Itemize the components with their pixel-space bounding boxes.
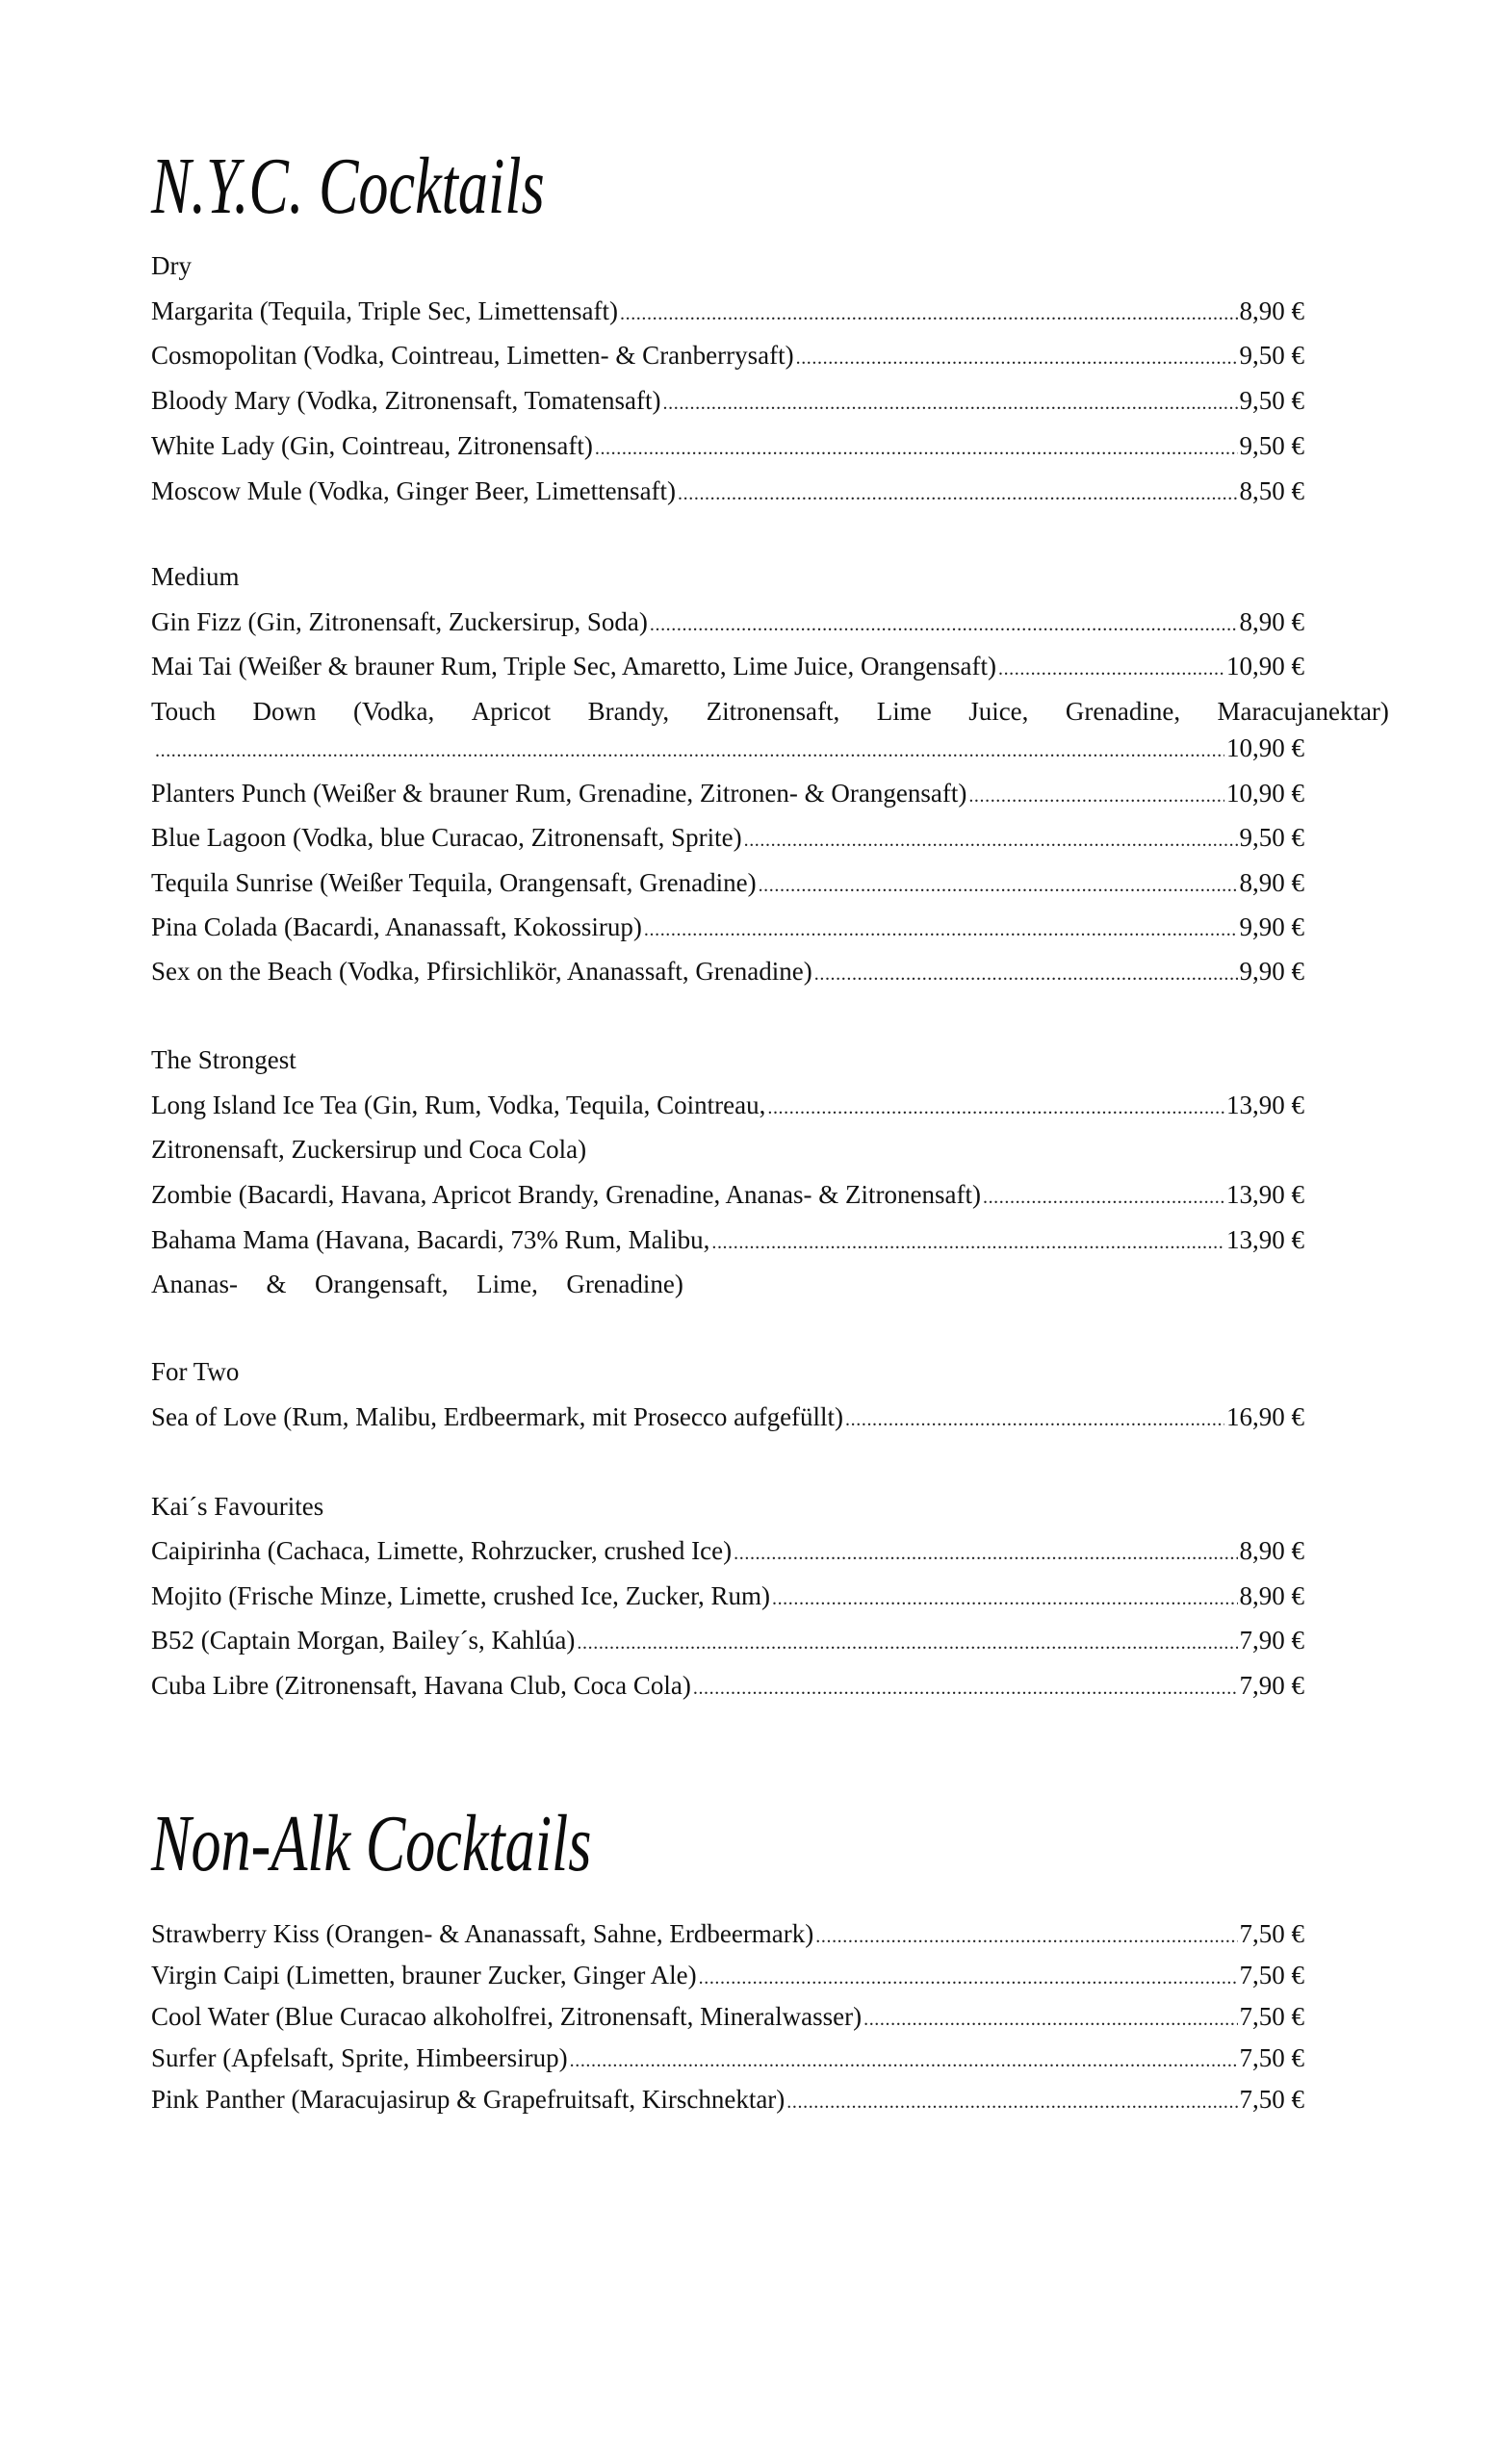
- menu-item-tequila-sunrise: [151, 866, 1304, 899]
- item-price: 10,90 €: [1226, 779, 1304, 808]
- item-price: 13,90 €: [1226, 1091, 1304, 1119]
- category-the-strongest: The Strongest: [151, 1045, 296, 1074]
- dot-leader: [663, 387, 1238, 420]
- item-price: 8,90 €: [1239, 1536, 1304, 1565]
- menu-item-pink-panther: [151, 2083, 1304, 2116]
- item-name: Zombie (Bacardi, Havana, Apricot Brandy, Grenadine, Ananas- & Zitronensaft): [151, 1180, 981, 1209]
- dot-leader: [734, 1537, 1237, 1570]
- dot-leader: [644, 913, 1238, 946]
- item-price: 8,90 €: [1239, 607, 1304, 636]
- item-price: 9,50 €: [1239, 341, 1304, 370]
- menu-item-planters-punch: [151, 777, 1304, 809]
- item-price: 10,90 €: [1226, 733, 1304, 762]
- item-price: 9,50 €: [1239, 386, 1304, 415]
- dot-leader: [998, 653, 1224, 685]
- item-name: Mai Tai (Weißer & brauner Rum, Triple Sec, Amaretto, Lime Juice, Orangensaft): [151, 652, 996, 680]
- item-price: 9,90 €: [1239, 912, 1304, 941]
- menu-item-b52: [151, 1624, 1304, 1656]
- dot-leader: [595, 432, 1238, 465]
- item-price: 7,50 €: [1239, 2043, 1304, 2072]
- item-price: 7,50 €: [1239, 2085, 1304, 2114]
- item-name: Cool Water (Blue Curacao alkoholfrei, Zitronensaft, Mineralwasser): [151, 2002, 863, 2031]
- item-price: 8,90 €: [1239, 1581, 1304, 1610]
- item-name: Gin Fizz (Gin, Zitronensaft, Zuckersirup, Soda): [151, 607, 648, 636]
- item-name: Tequila Sunrise (Weißer Tequila, Orangensaft, Grenadine): [151, 868, 757, 897]
- dot-leader: [863, 2003, 1237, 2036]
- dot-leader: [155, 734, 1224, 767]
- item-name: Planters Punch (Weißer & brauner Rum, Grenadine, Zitronen- & Orangensaft): [151, 779, 967, 808]
- menu-item-touch-down: [151, 695, 1389, 728]
- section-title-non-alk: Non-Alk Cocktails: [151, 1799, 592, 1888]
- item-name: Sea of Love (Rum, Malibu, Erdbeermark, mit Prosecco aufgefüllt): [151, 1402, 844, 1431]
- item-price: 7,50 €: [1239, 1919, 1304, 1948]
- menu-item-sex-on-the-beach: [151, 955, 1304, 988]
- item-price: 13,90 €: [1226, 1225, 1304, 1254]
- item-name: Virgin Caipi (Limetten, brauner Zucker, Ginger Ale): [151, 1961, 697, 1989]
- item-name-word: Zitronensaft,: [706, 697, 840, 726]
- category-medium: Medium: [151, 562, 240, 591]
- menu-item-white-lady: [151, 429, 1304, 462]
- item-name: Sex on the Beach (Vodka, Pfirsichlikör, Ananassaft, Grenadine): [151, 957, 812, 986]
- dot-leader: [693, 1672, 1238, 1705]
- dot-leader: [772, 1582, 1238, 1615]
- item-price: 7,90 €: [1239, 1626, 1304, 1655]
- dot-leader: [767, 1091, 1224, 1124]
- menu-item-zombie: [151, 1178, 1304, 1211]
- menu-item-bahama-mama: [151, 1223, 1304, 1256]
- item-price: 10,90 €: [1226, 652, 1304, 680]
- menu-item-long-island-ice-tea: [151, 1089, 1304, 1121]
- dot-leader: [983, 1181, 1224, 1214]
- item-price: 8,90 €: [1239, 868, 1304, 897]
- item-name: Margarita (Tequila, Triple Sec, Limettensaft): [151, 296, 618, 325]
- dot-leader: [699, 1962, 1238, 1994]
- item-name: Strawberry Kiss (Orangen- & Ananassaft, Sahne, Erdbeermark): [151, 1919, 814, 1948]
- menu-item-mai-tai: [151, 650, 1304, 682]
- dot-leader: [796, 342, 1238, 374]
- item-name-word: Apricot: [471, 697, 552, 726]
- item-name: Pina Colada (Bacardi, Ananassaft, Kokossirup): [151, 912, 642, 941]
- item-continuation: Zitronensaft, Zuckersirup und Coca Cola): [151, 1135, 587, 1164]
- item-name-word: Maracujanektar): [1217, 697, 1389, 726]
- item-name-word: Brandy,: [587, 697, 670, 726]
- item-name: Bahama Mama (Havana, Bacardi, 73% Rum, Malibu,: [151, 1225, 710, 1254]
- menu-item-strawberry-kiss: [151, 1917, 1304, 1950]
- menu-item-bloody-mary: [151, 384, 1304, 417]
- item-name: Surfer (Apfelsaft, Sprite, Himbeersirup): [151, 2043, 568, 2072]
- dot-leader: [744, 824, 1238, 857]
- item-name: White Lady (Gin, Cointreau, Zitronensaft): [151, 431, 593, 460]
- item-price: 9,50 €: [1239, 431, 1304, 460]
- item-name: Pink Panther (Maracujasirup & Grapefruitsaft, Kirschnektar): [151, 2085, 786, 2114]
- menu-item-cuba-libre: [151, 1669, 1304, 1702]
- item-price: 8,50 €: [1239, 476, 1304, 505]
- item-price: 13,90 €: [1226, 1180, 1304, 1209]
- item-name: Mojito (Frische Minze, Limette, crushed Ice, Zucker, Rum): [151, 1581, 770, 1610]
- category-dry: Dry: [151, 251, 192, 280]
- dot-leader: [845, 1403, 1224, 1436]
- menu-item-cool-water: [151, 2000, 1304, 2033]
- menu-item-sea-of-love: [151, 1400, 1304, 1433]
- category-for-two: For Two: [151, 1357, 240, 1386]
- dot-leader: [968, 780, 1224, 812]
- menu-item-cosmopolitan: [151, 339, 1304, 372]
- dot-leader: [786, 2086, 1237, 2118]
- menu-item-mojito: [151, 1579, 1304, 1612]
- item-price: 7,50 €: [1239, 2002, 1304, 2031]
- category-kais-favourites: Kai´s Favourites: [151, 1492, 324, 1521]
- dot-leader: [577, 1627, 1237, 1659]
- item-price: 9,90 €: [1239, 957, 1304, 986]
- item-name: Blue Lagoon (Vodka, blue Curacao, Zitronensaft, Sprite): [151, 823, 742, 852]
- item-name: Long Island Ice Tea (Gin, Rum, Vodka, Tequila, Cointreau,: [151, 1091, 766, 1119]
- dot-leader: [711, 1226, 1224, 1259]
- dot-leader: [678, 477, 1237, 510]
- item-name: Cosmopolitan (Vodka, Cointreau, Limetten- & Cranberrysaft): [151, 341, 794, 370]
- item-name-word: Down: [252, 697, 317, 726]
- dot-leader: [759, 869, 1238, 902]
- item-name: Cuba Libre (Zitronensaft, Havana Club, Coca Cola): [151, 1671, 691, 1700]
- menu-item-moscow-mule: [151, 475, 1304, 507]
- menu-item-surfer: [151, 2041, 1304, 2074]
- dot-leader: [815, 1920, 1237, 1953]
- dot-leader: [650, 608, 1238, 641]
- item-name: B52 (Captain Morgan, Bailey´s, Kahlúa): [151, 1626, 576, 1655]
- item-price: 8,90 €: [1239, 296, 1304, 325]
- item-price: 7,90 €: [1239, 1671, 1304, 1700]
- menu-item-caipirinha: [151, 1534, 1304, 1567]
- item-price: 7,50 €: [1239, 1961, 1304, 1989]
- item-name: Moscow Mule (Vodka, Ginger Beer, Limettensaft): [151, 476, 677, 505]
- item-name-word: (Vodka,: [353, 697, 435, 726]
- item-name-word: Touch: [151, 697, 217, 726]
- section-title-nyc: N.Y.C. Cocktails: [151, 141, 545, 231]
- menu-item-gin-fizz: [151, 605, 1304, 638]
- item-name-word: Lime: [876, 697, 932, 726]
- item-name: Caipirinha (Cachaca, Limette, Rohrzucker, crushed Ice): [151, 1536, 733, 1565]
- menu-item-margarita: [151, 295, 1304, 327]
- item-price: 9,50 €: [1239, 823, 1304, 852]
- dot-leader: [814, 958, 1238, 990]
- menu-item-blue-lagoon: [151, 821, 1304, 854]
- dot-leader: [570, 2044, 1238, 2077]
- menu-item-pina-colada: [151, 911, 1304, 943]
- item-continuation: Ananas- & Orangensaft, Lime, Grenadine): [151, 1270, 683, 1298]
- item-price: 16,90 €: [1226, 1402, 1304, 1431]
- item-name: Bloody Mary (Vodka, Zitronensaft, Tomatensaft): [151, 386, 661, 415]
- item-name-word: Juice,: [968, 697, 1029, 726]
- item-name-word: Grenadine,: [1065, 697, 1181, 726]
- menu-item-touch-down-price-line: [151, 732, 1304, 764]
- dot-leader: [620, 297, 1238, 330]
- menu-item-virgin-caipi: [151, 1959, 1304, 1991]
